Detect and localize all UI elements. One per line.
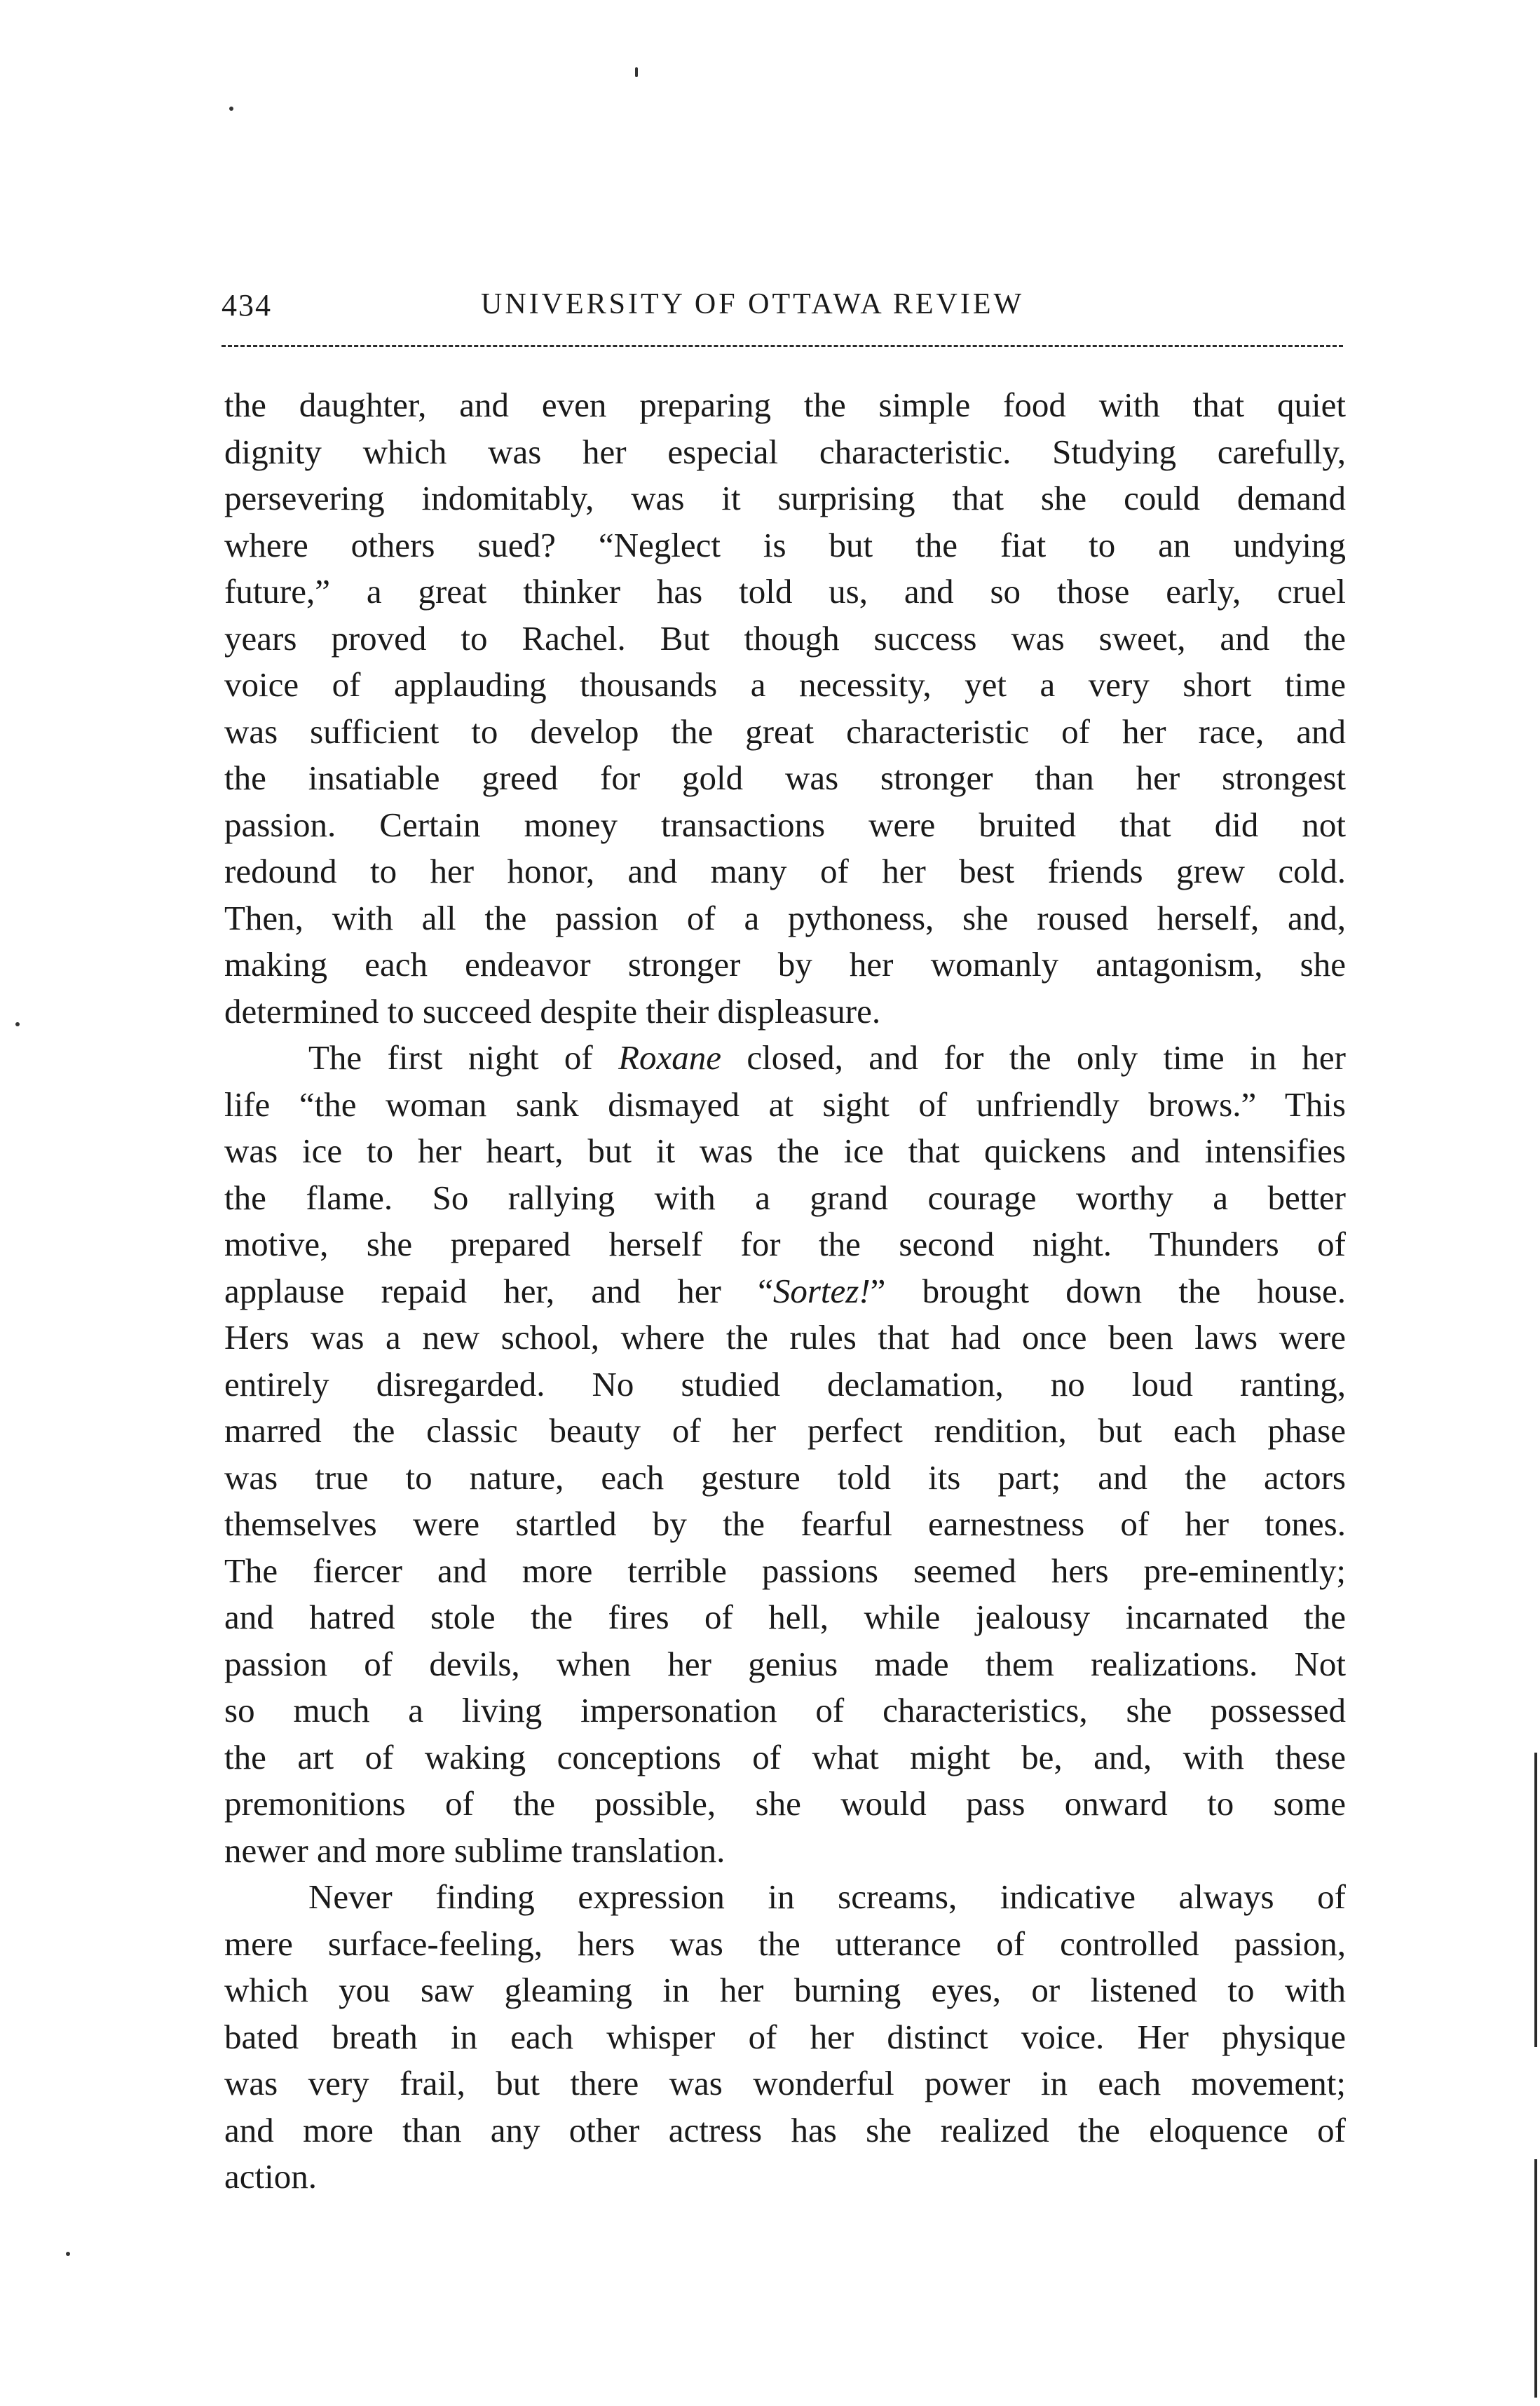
text-line: and hatred stole the fires of hell, while jealousy incarnated the	[224, 1598, 1346, 1636]
text-line: where others sued? “Neglect is but the fiat to an undying	[224, 525, 1346, 564]
text-line: Then, with all the passion of a pythoness, she roused herself, and,	[224, 898, 1346, 937]
text-line: which you saw gleaming in her burning eyes, or listened to with	[224, 1971, 1346, 2009]
text-line: motive, she prepared herself for the second night. Thunders of	[224, 1225, 1346, 1263]
text-line: the daughter, and even preparing the simple food with that quiet	[224, 386, 1346, 424]
text-line: was ice to her heart, but it was the ice that quickens and intensifies	[224, 1131, 1346, 1170]
running-title: UNIVERSITY OF OTTAWA REVIEW	[481, 288, 1025, 320]
scan-edge-mark	[1534, 2159, 1537, 2398]
text-line: themselves were startled by the fearful earnestness of her tones.	[224, 1504, 1346, 1543]
scan-speck	[229, 107, 233, 111]
page-number: 434	[222, 288, 272, 322]
text-line: The fiercer and more terrible passions seemed hers pre-eminently;	[224, 1551, 1346, 1590]
text-line: years proved to Rachel. But though success was sweet, and the	[224, 618, 1346, 658]
text-line: making each endeavor stronger by her womanly antagonism, she	[224, 945, 1346, 984]
text-line: mere surface-feeling, hers was the utterance of controlled passion,	[224, 1924, 1346, 1963]
text-line: bated breath in each whisper of her distinct voice. Her physique	[224, 2017, 1346, 2056]
text-line: the flame. So rallying with a grand courage worthy a better	[224, 1178, 1346, 1217]
text-line: premonitions of the possible, she would pass onward to some	[224, 1784, 1346, 1823]
text-line: life “the woman sank dismayed at sight of unfriendly brows.” This	[224, 1085, 1346, 1124]
text-line: Never finding expression in screams, indicative always of	[308, 1877, 1346, 1916]
text-line: entirely disregarded. No studied declamation, no loud ranting,	[224, 1364, 1346, 1404]
text-line: newer and more sublime translation.	[224, 1830, 725, 1870]
text-line: passion. Certain money transactions were bruited that did not	[224, 805, 1346, 844]
article-body	[224, 382, 1346, 2201]
scan-speck	[635, 67, 638, 77]
text-line: redound to her honor, and many of her best friends grew cold.	[224, 852, 1346, 890]
text-line: dignity which was her especial characteristic. Studying carefully,	[224, 432, 1346, 471]
header-rule	[222, 345, 1343, 347]
paragraph	[224, 1874, 1346, 2201]
scan-speck	[15, 1022, 20, 1026]
text-line: passion of devils, when her genius made them realizations. Not	[224, 1644, 1346, 1683]
text-line: the insatiable greed for gold was stronger than her strongest	[224, 759, 1346, 797]
scan-speck	[66, 2252, 70, 2256]
text-line: action.	[224, 2157, 317, 2196]
text-line: the art of waking conceptions of what might be, and, with these	[224, 1737, 1346, 1776]
text-line: Hers was a new school, where the rules that had once been laws were	[224, 1318, 1346, 1357]
scan-edge-mark	[1534, 1753, 1537, 2047]
text-line: and more than any other actress has she realized the eloquence of	[224, 2110, 1346, 2149]
text-line: future,” a great thinker has told us, and so those early, cruel	[224, 572, 1346, 611]
page-header	[222, 287, 1343, 329]
text-line: was sufficient to develop the great characteristic of her race, and	[224, 712, 1346, 751]
text-line: voice of applauding thousands a necessity, yet a very short time	[224, 665, 1346, 704]
text-line: so much a living impersonation of characteristics, she possessed	[224, 1691, 1346, 1729]
text-line: applause repaid her, and her “Sortez!” brought down the house.	[224, 1271, 1346, 1310]
text-line: marred the classic beauty of her perfect rendition, but each phase	[224, 1411, 1346, 1450]
text-line: was true to nature, each gesture told its part; and the actors	[224, 1457, 1346, 1497]
text-line: persevering indomitably, was it surprising that she could demand	[224, 479, 1346, 517]
text-line: was very frail, but there was wonderful power in each movement;	[224, 2064, 1346, 2102]
paragraph	[224, 382, 1346, 1035]
paragraph	[224, 1035, 1346, 1874]
text-line: The first night of Roxane closed, and for the only time in her	[308, 1038, 1347, 1077]
text-line: determined to succeed despite their displeasure.	[224, 991, 881, 1031]
